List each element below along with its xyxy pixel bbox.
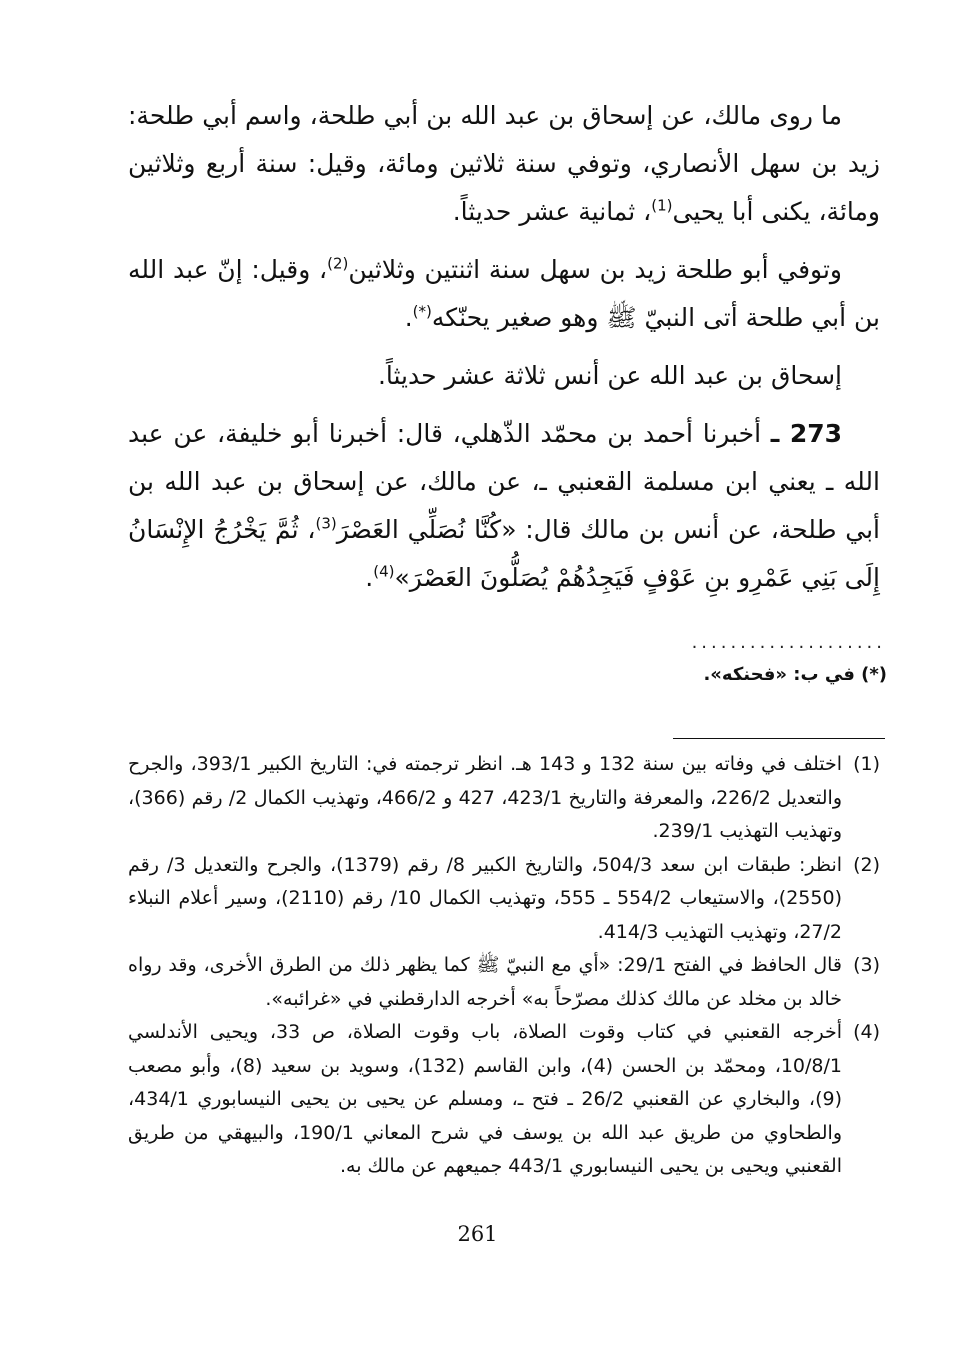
star-note: (*) في ب: «فحنكه». bbox=[703, 664, 887, 685]
footnote-ref-1: (1) bbox=[651, 196, 673, 215]
footnote-ref-4: (4) bbox=[373, 562, 395, 581]
footnote-text: قال الحافظ في الفتح 29/1: «أي مع النبيّ ﷺ كما يظهر ذلك من الطرق الأخرى، وقد رواه خالد بن مخلد عن مالك كذلك مصرّحاً به» أخرجه الدارقطني في «غرائبه». bbox=[128, 954, 842, 1010]
footnote-1 bbox=[128, 748, 880, 849]
paragraph-4-text-b: ، ثُمَّ يَخْرُجُ الإِنْسَانُ إِلَى بَنِي عَمْرِو بنِ عَوْفٍ فَيَجِدُهُمْ يُصَلُّونَ العَصْرَ» bbox=[128, 515, 880, 592]
paragraph-2-end: . bbox=[404, 303, 413, 332]
hadith-number: 273 ـ bbox=[770, 419, 843, 448]
paragraph-1-text: ما روى مالك، عن إسحاق بن عبد الله بن أبي طلحة، واسم أبي طلحة: زيد بن سهل الأنصاري، وتوفي سنة ثلاثين ومائة، وقيل: سنة أربع وثلاثين ومائة، يكنى أبا يحيى bbox=[128, 101, 880, 226]
footnote-number: (2) bbox=[853, 853, 880, 876]
paragraph-2 bbox=[128, 246, 880, 342]
footnote-3 bbox=[128, 949, 880, 1016]
paragraph-2-text: وتوفي أبو طلحة زيد بن سهل سنة اثنتين وثلاثين bbox=[348, 255, 842, 284]
main-text-block bbox=[128, 92, 880, 602]
footnote-text: أخرجه القعنبي في كتاب وقوت الصلاة، باب وقوت الصلاة، ص 33، ويحيى الأندلسي 10/8/1، ومحمّد بن الحسن (4)، وابن القاسم (132)، وسويد بن سعيد (8)، وأبو مصعب (9)، والبخاري عن القعنبي 26/2 ـ فتح ـ، ومسلم عن يحيى بن يحيى النيسابوري 434/1، والطحاوي من طريق عبد الله بن يوسف في شرح المعاني 190/1، والبيهقي من طريق القعنبي ويحيى بن يحيى النيسابوري 443/1 جميعهم عن مالك به. bbox=[128, 1021, 842, 1177]
footnote-ref-2: (2) bbox=[327, 254, 349, 273]
paragraph-2-middle: ، وقيل: إنّ عبد الله بن أبي طلحة أتى النبيّ ﷺ وهو صغير يحنّكه bbox=[128, 255, 880, 332]
footnote-ref-star: (*) bbox=[412, 302, 432, 321]
page-number: 261 bbox=[457, 1222, 498, 1246]
footnote-4 bbox=[128, 1016, 880, 1184]
footnote-number: (4) bbox=[853, 1021, 880, 1043]
paragraph-3 bbox=[128, 352, 880, 400]
dotted-separator: .................... bbox=[691, 632, 886, 653]
footnote-divider bbox=[673, 738, 885, 739]
paragraph-1 bbox=[128, 92, 880, 236]
footnote-number: (1) bbox=[853, 753, 880, 775]
paragraph-4-text-a: أخبرنا أحمد بن محمّد الذّهلي، قال: أخبرنا أبو خليفة، عن عبد الله ـ يعني ابن مسلمة القعنبي ـ، عن مالك، عن إسحاق بن عبد الله بن أبي طلحة، عن أنس بن مالك قال: «كُنَّا نُصَلِّي العَصْرَ bbox=[128, 419, 880, 544]
footnote-text: انظر: طبقات ابن سعد 504/3، والتاريخ الكبير 8/ رقم (1379)، والجرح والتعديل 3/ رقم (2550)، والاستيعاب 554/2 ـ 555، وتهذيب الكمال 10/ رقم (2110)، وسير أعلام النبلاء 27/2، وتهذيب التهذيب 414/3. bbox=[128, 853, 843, 943]
paragraph-1-end: ، ثمانية عشر حديثاً. bbox=[452, 197, 652, 226]
paragraph-3-text: إسحاق بن عبد الله عن أنس ثلاثة عشر حديثاً. bbox=[377, 361, 842, 390]
paragraph-4-end: . bbox=[365, 563, 374, 592]
footnote-ref-3: (3) bbox=[315, 514, 337, 533]
footnote-text: اختلف في وفاته بين سنة 132 و 143 هـ. انظر ترجمته في: التاريخ الكبير 393/1، والجرح والتعديل 226/2، والمعرفة والتاريخ 423/1، 427 و 466/2، وتهذيب الكمال 2/ رقم (366)، وتهذيب التهذيب 239/1. bbox=[128, 753, 843, 842]
paragraph-4 bbox=[128, 410, 880, 602]
footnotes-block bbox=[128, 748, 880, 1184]
footnote-number: (3) bbox=[853, 954, 880, 976]
footnote-2 bbox=[128, 849, 880, 950]
